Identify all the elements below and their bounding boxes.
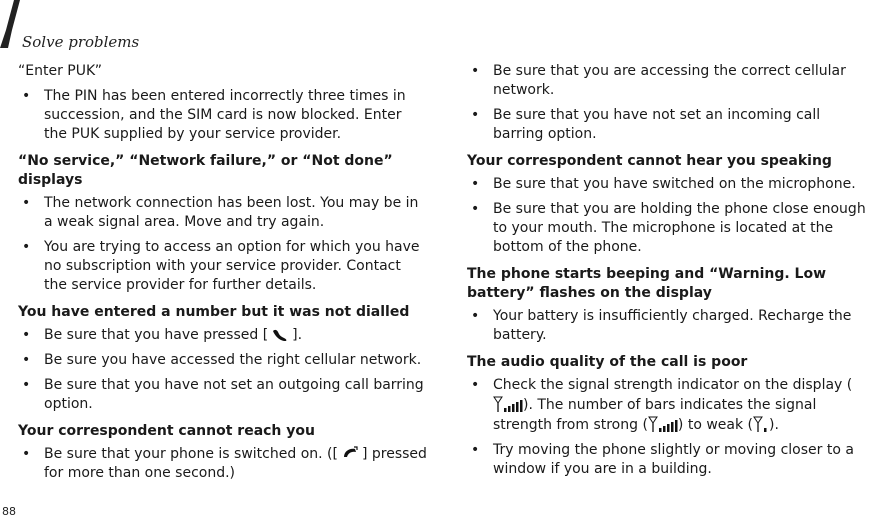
- left-column: [18, 62, 428, 489]
- list-item: [467, 376, 869, 435]
- beeping-list: [467, 307, 869, 345]
- no-service-heading: “No service,” “Network failure,” or “Not done” displays: [18, 153, 393, 188]
- signal-strength-icon: [753, 415, 769, 433]
- phone-send-key-icon: [270, 328, 290, 342]
- header-mark-graphic: [0, 0, 22, 48]
- cannot-hear-list: [467, 175, 869, 257]
- phone-power-end-key-icon: [340, 445, 360, 461]
- page-number: 88: [2, 505, 16, 518]
- list-item: • Be sure that you have switched on the microphone.: [467, 175, 869, 194]
- audio-quality-heading: The audio quality of the call is poor: [467, 354, 748, 370]
- bullet-text: Check the signal strength indicator on the display (: [493, 377, 853, 393]
- enter-puk-list: [18, 87, 428, 144]
- bullet-text: Be sure that your phone is switched on. ([: [44, 446, 338, 462]
- list-item: • Be sure that you have not set an outgoing call barring option.: [18, 376, 428, 414]
- network-list: [467, 62, 869, 144]
- list-item: • The network connection has been lost. You may be in a weak signal area. Move and try again.: [18, 194, 428, 232]
- list-item: [18, 445, 428, 483]
- signal-strength-icon: [648, 415, 678, 433]
- bullet-text: Be sure that you have pressed [: [44, 327, 269, 343]
- cannot-hear-heading: Your correspondent cannot hear you speaking: [467, 153, 832, 169]
- bullet-text: ).: [769, 417, 779, 433]
- cannot-reach-heading: Your correspondent cannot reach you: [18, 423, 315, 439]
- right-column: [467, 62, 869, 485]
- bullet-text: ].: [292, 327, 303, 343]
- list-item: • Be sure that you are holding the phone close enough to your mouth. The microphone is located at the bottom of the phone.: [467, 200, 869, 257]
- list-item: • Be sure that you are accessing the correct cellular network.: [467, 62, 869, 100]
- list-item: [18, 326, 428, 345]
- bullet-text: ). The number of bars indicates the signal strength from strong (: [493, 397, 817, 433]
- not-dialled-heading: You have entered a number but it was not dialled: [18, 304, 410, 320]
- list-item: • Try moving the phone slightly or moving closer to a window if you are in a building.: [467, 441, 869, 479]
- audio-quality-list: [467, 376, 869, 479]
- not-dialled-list: [18, 326, 428, 414]
- beeping-heading: The phone starts beeping and “Warning. Low battery” flashes on the display: [467, 266, 827, 301]
- list-item: • The PIN has been entered incorrectly three times in succession, and the SIM card is now blocked. Enter the PUK supplied by your service provider.: [18, 87, 428, 144]
- signal-strength-icon: [493, 395, 523, 413]
- enter-puk-heading: “Enter PUK”: [18, 63, 102, 79]
- cannot-reach-list: [18, 445, 428, 483]
- list-item: • You are trying to access an option for which you have no subscription with your service provider. Contact the service provider for further details.: [18, 238, 428, 295]
- bullet-text: ] pressed for more than one second.): [44, 446, 427, 481]
- list-item: • Be sure that you have not set an incoming call barring option.: [467, 106, 869, 144]
- list-item: • Your battery is insufficiently charged. Recharge the battery.: [467, 307, 869, 345]
- bullet-text: ) to weak (: [677, 417, 754, 433]
- no-service-list: [18, 194, 428, 295]
- list-item: • Be sure you have accessed the right cellular network.: [18, 351, 428, 370]
- page-header-title: Solve problems: [22, 33, 140, 51]
